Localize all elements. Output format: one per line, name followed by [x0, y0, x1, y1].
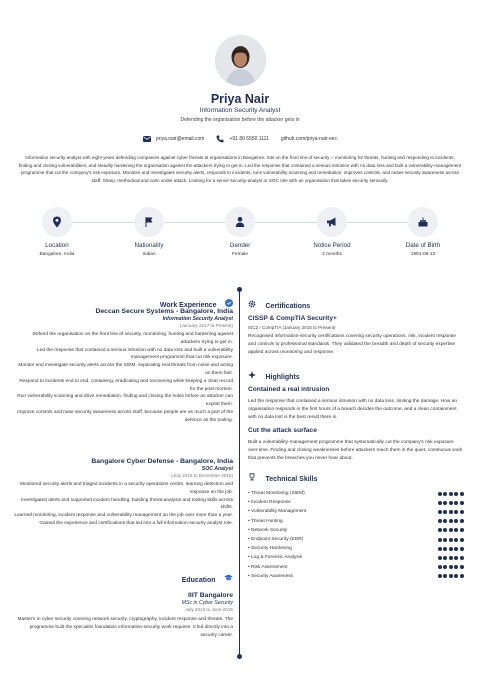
skill-level-dot: [460, 556, 464, 560]
skill-level: [438, 492, 464, 496]
skill-level-dot: [454, 519, 458, 523]
skill-row: [248, 498, 464, 507]
candidate-title: Information Security Analyst: [199, 107, 281, 114]
skill-level-dot: [449, 528, 453, 532]
section-title: Technical Skills: [265, 476, 318, 483]
job-bullet: Led the response that contained a serious intrusion with no data loss and built a vulnerability management programme that cut risk exposure.: [37, 347, 233, 361]
job-bullet: Gained the experience and certifications that led into a full information-security analyst role.: [39, 520, 233, 526]
stat-nationality: [114, 207, 184, 257]
skill-name: • Security Awareness: [248, 573, 294, 579]
skill-level-dot: [449, 519, 453, 523]
web-text: github.com/priya-nair-sec: [280, 136, 337, 142]
skill-name: • Vulnerability Management: [248, 509, 307, 515]
timeline-dot: [237, 287, 242, 292]
email-contact[interactable]: [143, 136, 204, 142]
skill-level-dot: [460, 492, 464, 496]
skill-level-dot: [449, 556, 453, 560]
stat-value: Bangalore, India: [39, 252, 75, 257]
skill-level-dot: [460, 519, 464, 523]
job-company: Deccan Secure Systems - Bangalore, India: [95, 308, 233, 315]
highlights-section: [248, 366, 464, 463]
skill-level: [438, 501, 464, 505]
skill-level-dot: [449, 574, 453, 578]
skill-level-dot: [438, 565, 442, 569]
job-company: Bangalore Cyber Defense - Bangalore, India: [91, 458, 233, 465]
stat-location: [22, 207, 92, 257]
timeline-line: [239, 290, 240, 656]
skill-level: [438, 538, 464, 542]
skill-level: [438, 556, 464, 560]
highlight-text: Led the response that contained a serious intrusion with no data loss, limiting the damage. How an organisation responds in the first hours of a breach decides the outcome, and a clean containment with no data lost is the best result there is.: [248, 399, 458, 420]
stat-value: Female: [232, 252, 248, 257]
candidate-name: Priya Nair: [210, 92, 270, 106]
school-name: IIIT Bangalore: [188, 592, 233, 599]
stat-label: Notice Period: [313, 242, 351, 249]
skill-level-dot: [438, 510, 442, 514]
skill-level-dot: [460, 565, 464, 569]
skill-level-dot: [449, 538, 453, 542]
skill-level: [438, 519, 464, 523]
email-text: priya.nair@email.com: [156, 136, 205, 142]
skill-row: [248, 526, 464, 535]
email-icon: [143, 136, 151, 142]
job-entry: [14, 308, 233, 425]
skill-level-dot: [454, 501, 458, 505]
skill-level: [438, 547, 464, 551]
contact-bar: [0, 135, 480, 143]
skill-level-dot: [438, 574, 442, 578]
certification-name: CISSP & CompTIA Security+: [248, 315, 337, 322]
skill-level-dot: [443, 556, 447, 560]
stat-value: 1991-09-12: [410, 252, 436, 257]
skill-row: [248, 563, 464, 572]
avatar: [215, 35, 266, 86]
skill-level-dot: [443, 501, 447, 505]
skill-level-dot: [438, 501, 442, 505]
job-bullet: Improve controls and raise security awareness across staff, because people are as much a part of the defence as the tooling.: [17, 409, 233, 423]
skill-name: • Network Security: [248, 527, 288, 533]
skill-name: • Threat Monitoring (SIEM): [248, 491, 305, 497]
location-pin-icon: [50, 215, 64, 229]
skill-level-dot: [449, 547, 453, 551]
skill-level-dot: [454, 492, 458, 496]
skill-level-dot: [454, 547, 458, 551]
skill-level: [438, 528, 464, 532]
skill-level-dot: [460, 574, 464, 578]
skill-level-dot: [443, 510, 447, 514]
sparkle-icon: [248, 371, 256, 379]
education-description: Master's in cyber security covering network security, cryptography, incident response and threats. The programme built the specialist foundation information-security work requires. It led directly into a security career.: [17, 617, 233, 638]
gear-icon: [248, 300, 256, 308]
skill-name: • Risk Assessment: [248, 564, 288, 570]
skill-level-dot: [438, 528, 442, 532]
job-entry: [14, 458, 233, 528]
skill-row: [248, 553, 464, 562]
skill-level-dot: [449, 510, 453, 514]
skill-row: [248, 517, 464, 526]
graduation-cap-icon: [224, 574, 233, 581]
stat-label: Gender: [229, 242, 251, 249]
section-title: Education: [181, 577, 216, 584]
education-dates: July 2013 to June 2015: [185, 607, 233, 612]
skill-level-dot: [443, 492, 447, 496]
skill-row: [248, 544, 464, 553]
stat-value: 2 months: [322, 252, 342, 257]
skill-level-dot: [454, 528, 458, 532]
highlight-title: Cut the attack surface: [248, 427, 317, 434]
phone-contact[interactable]: [216, 135, 268, 143]
section-title: Certifications: [265, 303, 311, 310]
skill-level: [438, 510, 464, 514]
certification-description: Recognised information-security certifications covering security operations, risk, incident response and controls to professional standards. They validated the breadth and depth of security expertise applied across monitoring and response.: [248, 334, 456, 355]
skill-name: • Log & Forensic Analysis: [248, 555, 303, 561]
skill-level-dot: [443, 519, 447, 523]
job-role: Information Security Analyst: [162, 316, 233, 322]
profile-summary: Information security analyst with eight years defending companies against cyber threats at organisations in Bangalore. Sits on the front line of security -- monitoring for threats, hunting and responding to incidents, finding and closing vulnerabilities, and steadily hardening the organisation against the attackers trying to get in. Led the response that contained a serious intrusion with no data loss and built a vulnerability-management programme that cut the company's risk exposure. Monitors and investigates security alerts, responds to incidents, runs vulnerability scanning and remediation, improves controls, and raises security awareness across staff. Sharp, methodical and calm under attack. Looking for a senior security-analyst or SOC role with an organisation that takes security seriously.: [18, 155, 462, 183]
flag-icon: [142, 215, 156, 229]
degree: MSc in Cyber Security: [181, 600, 233, 606]
stat-value: Indian: [142, 252, 156, 257]
job-bullet: Run vulnerability scanning and drive remediation, finding and closing the holes before an attacker can exploit them.: [17, 394, 233, 408]
candidate-tagline: Defending the organisation before the attacker gets in: [180, 117, 300, 123]
skill-level: [438, 574, 464, 578]
skill-level-dot: [443, 528, 447, 532]
stat-gender: [205, 207, 275, 257]
job-dates: (January 2017 to Present): [179, 323, 233, 328]
personal-info-row: [18, 207, 462, 263]
skill-level-dot: [438, 556, 442, 560]
skill-row: [248, 489, 464, 498]
skill-level-dot: [438, 492, 442, 496]
skill-level-dot: [443, 565, 447, 569]
skill-name: • Security Hardening: [248, 546, 292, 552]
skill-level-dot: [460, 538, 464, 542]
job-bullet: Monitor and investigate security alerts across the SIEM, separating real threats from noise and acting on them fast.: [18, 363, 233, 376]
skill-level-dot: [449, 492, 453, 496]
section-title: Highlights: [265, 374, 300, 381]
job-role: SOC Analyst: [201, 466, 233, 472]
stat-date-of-birth: [388, 207, 458, 257]
technical-skills-section: [248, 468, 464, 581]
skill-level-dot: [454, 565, 458, 569]
education-section: [14, 569, 233, 639]
job-bullet: Monitored security alerts and triaged incidents in a security operations centre, learning detection and response on the job.: [19, 482, 233, 495]
job-dates: (July 2015 to December 2016): [171, 473, 233, 478]
job-bullet: Respond to incidents end to end, containing, eradicating and recovering while keeping a clear record for the post-mortem.: [19, 378, 233, 392]
cake-icon: [416, 215, 430, 229]
skill-level-dot: [443, 547, 447, 551]
trophy-icon: [248, 473, 256, 481]
skills-list: [248, 489, 464, 581]
highlight-title: Contained a real intrusion: [248, 386, 330, 393]
skill-row: [248, 535, 464, 544]
job-bullet: Defend the organisation on the front line of security, monitoring, hunting and hardening against attackers trying to get in.: [32, 332, 233, 345]
stat-label: Date of Birth: [405, 242, 441, 249]
skill-level-dot: [438, 538, 442, 542]
skill-row: [248, 572, 464, 581]
skill-name: • Threat Hunting: [248, 518, 283, 524]
skill-level-dot: [454, 574, 458, 578]
skill-level-dot: [443, 538, 447, 542]
skill-level-dot: [438, 519, 442, 523]
timeline-dot: [237, 654, 242, 659]
certifications-section: [248, 295, 464, 357]
skill-name: • Incident Response: [248, 500, 291, 506]
skill-level-dot: [460, 501, 464, 505]
skill-level-dot: [460, 510, 464, 514]
person-icon: [233, 215, 247, 229]
verified-badge-icon: [225, 299, 233, 307]
skill-level-dot: [438, 547, 442, 551]
stat-label: Nationality: [134, 242, 164, 249]
phone-icon: [216, 135, 224, 143]
skill-row: [248, 507, 464, 516]
megaphone-icon: [325, 215, 339, 229]
skill-level-dot: [449, 565, 453, 569]
stat-label: Location: [45, 242, 69, 249]
highlight-text: Built a vulnerability-management programme that systematically cut the company's risk exposure over time. Finding and closing weaknesses before attackers reach them is the quiet, continuous work that prevents the breaches you never hear about.: [248, 440, 463, 461]
job-bullet: Learned monitoring, incident response and vulnerability management on the job over more than a year.: [14, 513, 233, 519]
skill-level-dot: [454, 510, 458, 514]
skill-level: [438, 565, 464, 569]
stat-notice-period: [297, 207, 367, 257]
certification-meta: ISC2 / CompTIA (January 2016 to Present): [248, 325, 336, 330]
skill-level-dot: [454, 538, 458, 542]
web-contact[interactable]: [281, 136, 337, 142]
skill-level-dot: [460, 528, 464, 532]
phone-text: +91 80 5550 1111: [229, 136, 269, 142]
job-bullet: Investigated alerts and supported incident handling, building threat-analysis and tooling skills across shifts.: [21, 497, 233, 511]
skill-level-dot: [460, 547, 464, 551]
section-title: Work Experience: [159, 302, 217, 309]
skill-name: • Endpoint Security (EDR): [248, 537, 304, 543]
skill-level-dot: [443, 574, 447, 578]
skill-level-dot: [454, 556, 458, 560]
skill-level-dot: [449, 501, 453, 505]
